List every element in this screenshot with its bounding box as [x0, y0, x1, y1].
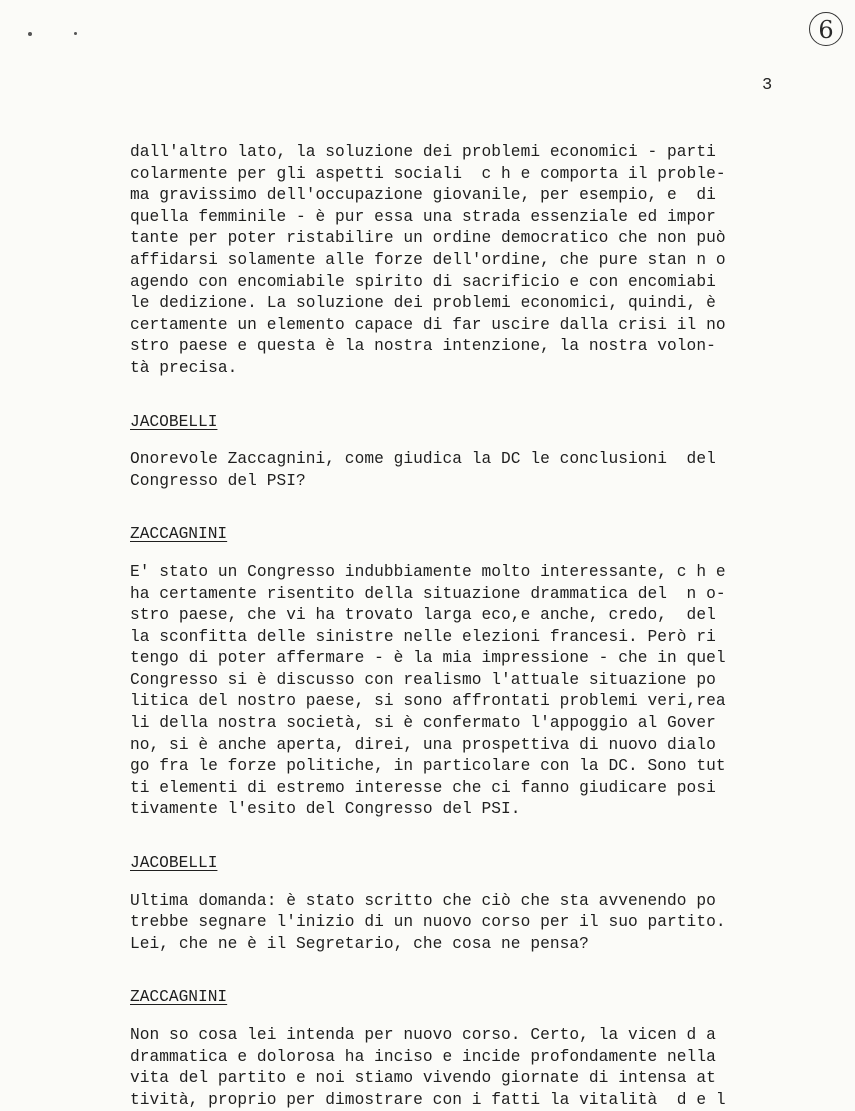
text-line: go fra le forze politiche, in particolare con la DC. Sono tut	[130, 757, 726, 776]
text-line: ma gravissimo dell'occupazione giovanile, per esempio, e di	[130, 186, 716, 205]
question-paragraph	[130, 891, 780, 956]
text-line: affidarsi solamente alle forze dell'ordine, che pure stan n o	[130, 250, 726, 269]
text-line: la sconfitta delle sinistre nelle elezioni francesi. Però ri	[130, 627, 716, 646]
text-line: Ultima domanda: è stato scritto che ciò che sta avvenendo po	[130, 891, 716, 910]
text-line: E' stato un Congresso indubbiamente molto interessante, c h e	[130, 562, 726, 581]
handwritten-page-stamp: 6	[809, 12, 843, 46]
text-line: Onorevole Zaccagnini, come giudica la DC le conclusioni del	[130, 450, 716, 469]
answer-paragraph	[130, 142, 780, 380]
text-line: tività, proprio per dimostrare con i fatti la vitalità d e l	[130, 1090, 726, 1109]
text-line: vita del partito e noi stiamo vivendo giornate di intensa at	[130, 1069, 716, 1088]
ink-speck	[74, 32, 77, 35]
text-line: stro paese, che vi ha trovato larga eco,e anche, credo, del	[130, 606, 716, 625]
question-paragraph	[130, 449, 780, 492]
speaker-name: JACOBELLI	[130, 412, 218, 431]
text-line: Non so cosa lei intenda per nuovo corso. Certo, la vicen d a	[130, 1026, 716, 1044]
answer-paragraph	[130, 562, 780, 821]
text-line: colarmente per gli aspetti sociali c h e comporta il proble-	[130, 164, 726, 183]
text-line: Congresso del PSI?	[130, 471, 306, 490]
text-line: le dedizione. La soluzione dei problemi economici, quindi, è	[130, 294, 716, 313]
text-line: Lei, che ne è il Segretario, che cosa ne pensa?	[130, 934, 589, 953]
transcript-body	[130, 142, 780, 1111]
text-line: ti elementi di estremo interesse che ci fanno giudicare posi	[130, 778, 716, 797]
text-line: ha certamente risentito della situazione drammatica del n o-	[130, 584, 726, 603]
text-line: trebbe segnare l'inizio di un nuovo corso per il suo partito.	[130, 913, 726, 932]
ink-speck	[28, 32, 32, 36]
text-line: litica del nostro paese, si sono affrontati problemi veri,rea	[130, 692, 726, 711]
answer-paragraph	[130, 1025, 780, 1111]
text-line: tengo di poter affermare - è la mia impressione - che in quel	[130, 649, 726, 668]
text-line: li della nostra società, si è confermato l'appoggio al Gover	[130, 714, 716, 733]
text-line: tà precisa.	[130, 358, 238, 377]
speaker-name: ZACCAGNINI	[130, 988, 228, 1007]
text-line: Congresso si è discusso con realismo l'attuale situazione po	[130, 670, 716, 689]
text-line: agendo con encomiabile spirito di sacrificio e con encomiabi	[130, 272, 716, 291]
text-line: tivamente l'esito del Congresso del PSI.	[130, 800, 521, 819]
text-line: tante per poter ristabilire un ordine democratico che non può	[130, 229, 726, 248]
text-line: no, si è anche aperta, direi, una prospettiva di nuovo dialo	[130, 735, 716, 754]
text-line: certamente un elemento capace di far uscire dalla crisi il no	[130, 315, 726, 334]
text-line: quella femminile - è pur essa una strada essenziale ed impor	[130, 207, 716, 226]
speaker-name: ZACCAGNINI	[130, 525, 228, 544]
page-number: 3	[762, 76, 773, 95]
text-line: drammatica e dolorosa ha inciso e incide profondamente nella	[130, 1047, 716, 1066]
speaker-name: JACOBELLI	[130, 854, 218, 873]
text-line: dall'altro lato, la soluzione dei problemi economici - parti	[130, 143, 716, 161]
text-line: stro paese e questa è la nostra intenzione, la nostra volon-	[130, 337, 716, 356]
